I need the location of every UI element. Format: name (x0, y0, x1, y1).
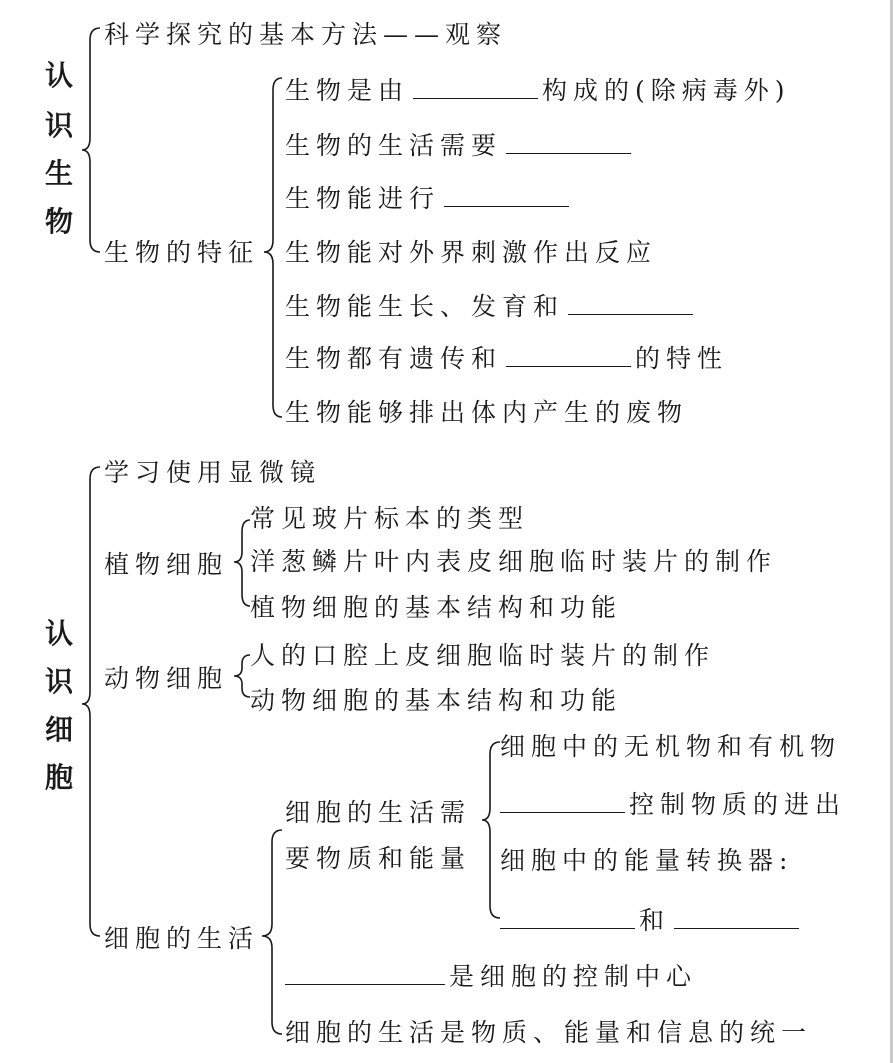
plant-cell-label: 植物细胞 (104, 550, 229, 579)
fill-blank[interactable] (444, 186, 569, 207)
plant-item: 洋葱鳞片叶内表皮细胞临时装片的制作 (250, 547, 778, 576)
needs-item-membrane (496, 792, 846, 817)
needs-label-line1: 细胞的生活需 (285, 798, 472, 827)
fill-blank[interactable] (506, 133, 631, 154)
fill-blank[interactable] (568, 294, 693, 315)
observation-method: 科学探究的基本方法——观察 (104, 20, 508, 49)
feature-excretion: 生物能够排出体内产生的废物 (285, 398, 689, 427)
nucleus-text: 是细胞的控制中心 (449, 962, 698, 991)
section-title-char: 物 (44, 205, 73, 238)
needs-label-line2: 要物质和能量 (285, 844, 472, 873)
feature-heredity (285, 346, 728, 371)
needs-item: 细胞中的无机物和有机物 (500, 732, 842, 761)
cell-life-label: 细胞的生活 (104, 924, 260, 953)
feature-text: 生物的生活需要 (285, 131, 503, 160)
features-label: 生物的特征 (104, 238, 260, 267)
feature-stimulus: 生物能对外界刺激作出反应 (285, 238, 658, 267)
plant-item: 常见玻片标本的类型 (250, 504, 530, 533)
plant-item: 植物细胞的基本结构和功能 (250, 593, 623, 622)
needs-text: 和 (639, 906, 671, 935)
animal-item: 人的口腔上皮细胞临时装片的制作 (250, 641, 716, 670)
feature-cell-composition (285, 78, 791, 103)
microscope-usage: 学习使用显微镜 (104, 458, 322, 487)
section-title-char: 识 (44, 109, 73, 142)
unity-line: 细胞的生活是物质、能量和信息的统一 (285, 1018, 813, 1047)
feature-growth (285, 294, 697, 319)
section-title-char: 细 (44, 713, 73, 746)
feature-nutrition (285, 133, 635, 158)
needs-item: 细胞中的能量转换器: (500, 846, 794, 875)
feature-text: 生物能进行 (285, 184, 441, 213)
fill-blank[interactable] (285, 964, 445, 985)
nucleus-line (281, 964, 697, 989)
section-title-char: 生 (44, 157, 73, 190)
fill-blank[interactable] (500, 908, 635, 929)
feature-text: 生物是由 (285, 76, 410, 105)
section-title-char: 识 (44, 665, 73, 698)
section-title-char: 胞 (44, 761, 73, 794)
fill-blank[interactable] (413, 78, 538, 99)
feature-text: 构成的(除病毒外) (542, 76, 791, 105)
section-title-char: 认 (44, 59, 73, 92)
animal-cell-label: 动物细胞 (104, 664, 229, 693)
fill-blank[interactable] (506, 346, 631, 367)
fill-blank[interactable] (674, 908, 799, 929)
section-title-char: 认 (44, 617, 73, 650)
needs-item-energy (496, 908, 803, 933)
feature-text: 的特性 (635, 344, 729, 373)
fill-blank[interactable] (500, 792, 625, 813)
animal-item: 动物细胞的基本结构和功能 (250, 686, 623, 715)
feature-respiration (285, 186, 573, 211)
needs-text: 控制物质的进出 (629, 790, 847, 819)
feature-text: 生物都有遗传和 (285, 344, 503, 373)
feature-text: 生物能生长、发育和 (285, 292, 565, 321)
